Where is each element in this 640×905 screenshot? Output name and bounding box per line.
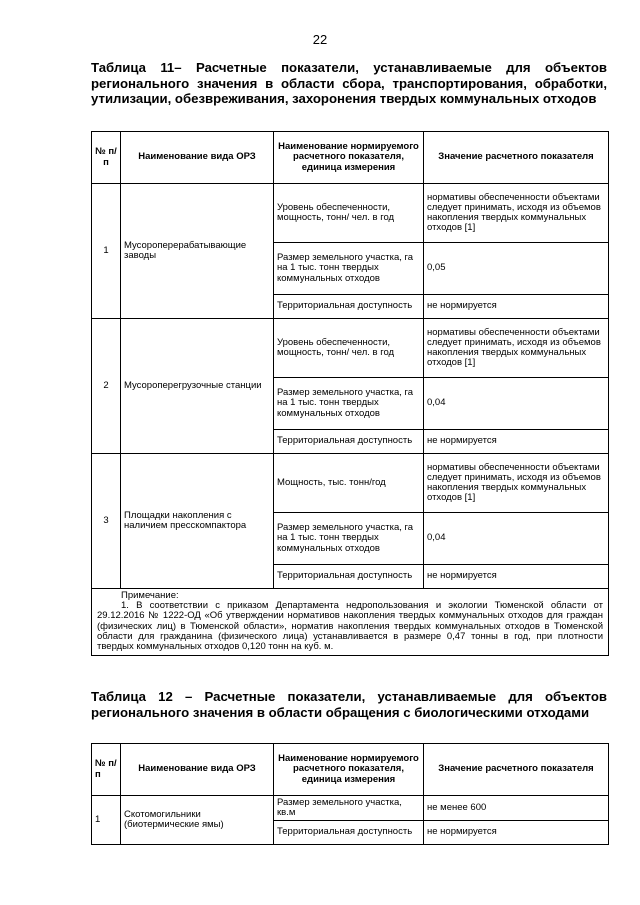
header-indicator: Наименование нормируемого расчетного показателя, единица измерения (274, 132, 424, 184)
header-num: № п/п (92, 744, 121, 796)
value-cell: не нормируется (424, 565, 609, 589)
header-value: Значение расчетного показателя (424, 132, 609, 184)
orz-name: Мусороперерабатывающие заводы (121, 184, 274, 319)
header-num: № п/п (92, 132, 121, 184)
value-cell: 0,04 (424, 513, 609, 565)
value-cell: не нормируется (424, 821, 609, 845)
indicator-cell: Мощность, тыс. тонн/год (274, 454, 424, 513)
table-row (92, 796, 609, 821)
row-number: 1 (92, 184, 121, 319)
page-number: 22 (312, 32, 328, 47)
value-cell: 0,04 (424, 378, 609, 430)
header-name: Наименование вида ОРЗ (121, 744, 274, 796)
indicator-cell: Размер земельного участка, га на 1 тыс. тонн твердых коммунальных отходов (274, 378, 424, 430)
indicator-cell: Территориальная доступность (274, 821, 424, 845)
row-number: 2 (92, 319, 121, 454)
table-12 (91, 743, 609, 845)
indicator-cell: Территориальная доступность (274, 565, 424, 589)
indicator-cell: Уровень обеспеченности, мощность, тонн/ чел. в год (274, 319, 424, 378)
table-11 (91, 131, 609, 656)
indicator-cell: Территориальная доступность (274, 430, 424, 454)
table-12-caption: Таблица 12 – Расчетные показатели, устанавливаемые для объектов регионального значения в области обращения с биологическими отходами (91, 689, 607, 720)
table-row (92, 184, 609, 243)
value-cell: нормативы обеспеченности объектами следует принимать, исходя из объемов накопления твердых коммунальных отходов [1] (424, 319, 609, 378)
table-note (92, 589, 609, 656)
orz-name: Площадки накопления с наличием пресскомпактора (121, 454, 274, 589)
table-row (92, 454, 609, 513)
indicator-cell: Размер земельного участка, кв.м (274, 796, 424, 821)
value-cell: 0,05 (424, 243, 609, 295)
orz-name: Скотомогильники (биотермические ямы) (121, 796, 274, 845)
indicator-cell: Уровень обеспеченности, мощность, тонн/ чел. в год (274, 184, 424, 243)
value-cell: нормативы обеспеченности объектами следует принимать, исходя из объемов накопления твердых коммунальных отходов [1] (424, 454, 609, 513)
header-name: Наименование вида ОРЗ (121, 132, 274, 184)
table-11-caption: Таблица 11– Расчетные показатели, устанавливаемые для объектов регионального значения в области сбора, транспортирования, обработки, утилизации, обезвреживания, захоронения твердых коммунальных отходов (91, 60, 607, 106)
orz-name: Мусороперегрузочные станции (121, 319, 274, 454)
value-cell: нормативы обеспеченности объектами следует принимать, исходя из объемов накопления твердых коммунальных отходов [1] (424, 184, 609, 243)
indicator-cell: Территориальная доступность (274, 295, 424, 319)
table-row (92, 319, 609, 378)
value-cell: не нормируется (424, 295, 609, 319)
note-text: 1. В соответствии с приказом Департамента недропользования и экологии Тюменской области от 29.12.2016 № 1222-ОД «Об утверждении нормативов накопления твердых коммунальных отходов для граждан (физических лиц) в Тюменской области», норматив накопления твердых коммунальных отходов в Тюменской области для гражданина (физического лица) устанавливается в размере 0,47 тонны в год, при плотности твердых коммунальных отходов 0,120 тонн на куб. м. (97, 600, 603, 653)
indicator-cell: Размер земельного участка, га на 1 тыс. тонн твердых коммунальных отходов (274, 513, 424, 565)
row-number: 3 (92, 454, 121, 589)
indicator-cell: Размер земельного участка, га на 1 тыс. тонн твердых коммунальных отходов (274, 243, 424, 295)
row-number: 1 (92, 796, 121, 845)
header-indicator: Наименование нормируемого расчетного показателя, единица измерения (274, 744, 424, 796)
note-title: Примечание: (121, 590, 179, 601)
header-value: Значение расчетного показателя (424, 744, 609, 796)
value-cell: не менее 600 (424, 796, 609, 821)
value-cell: не нормируется (424, 430, 609, 454)
